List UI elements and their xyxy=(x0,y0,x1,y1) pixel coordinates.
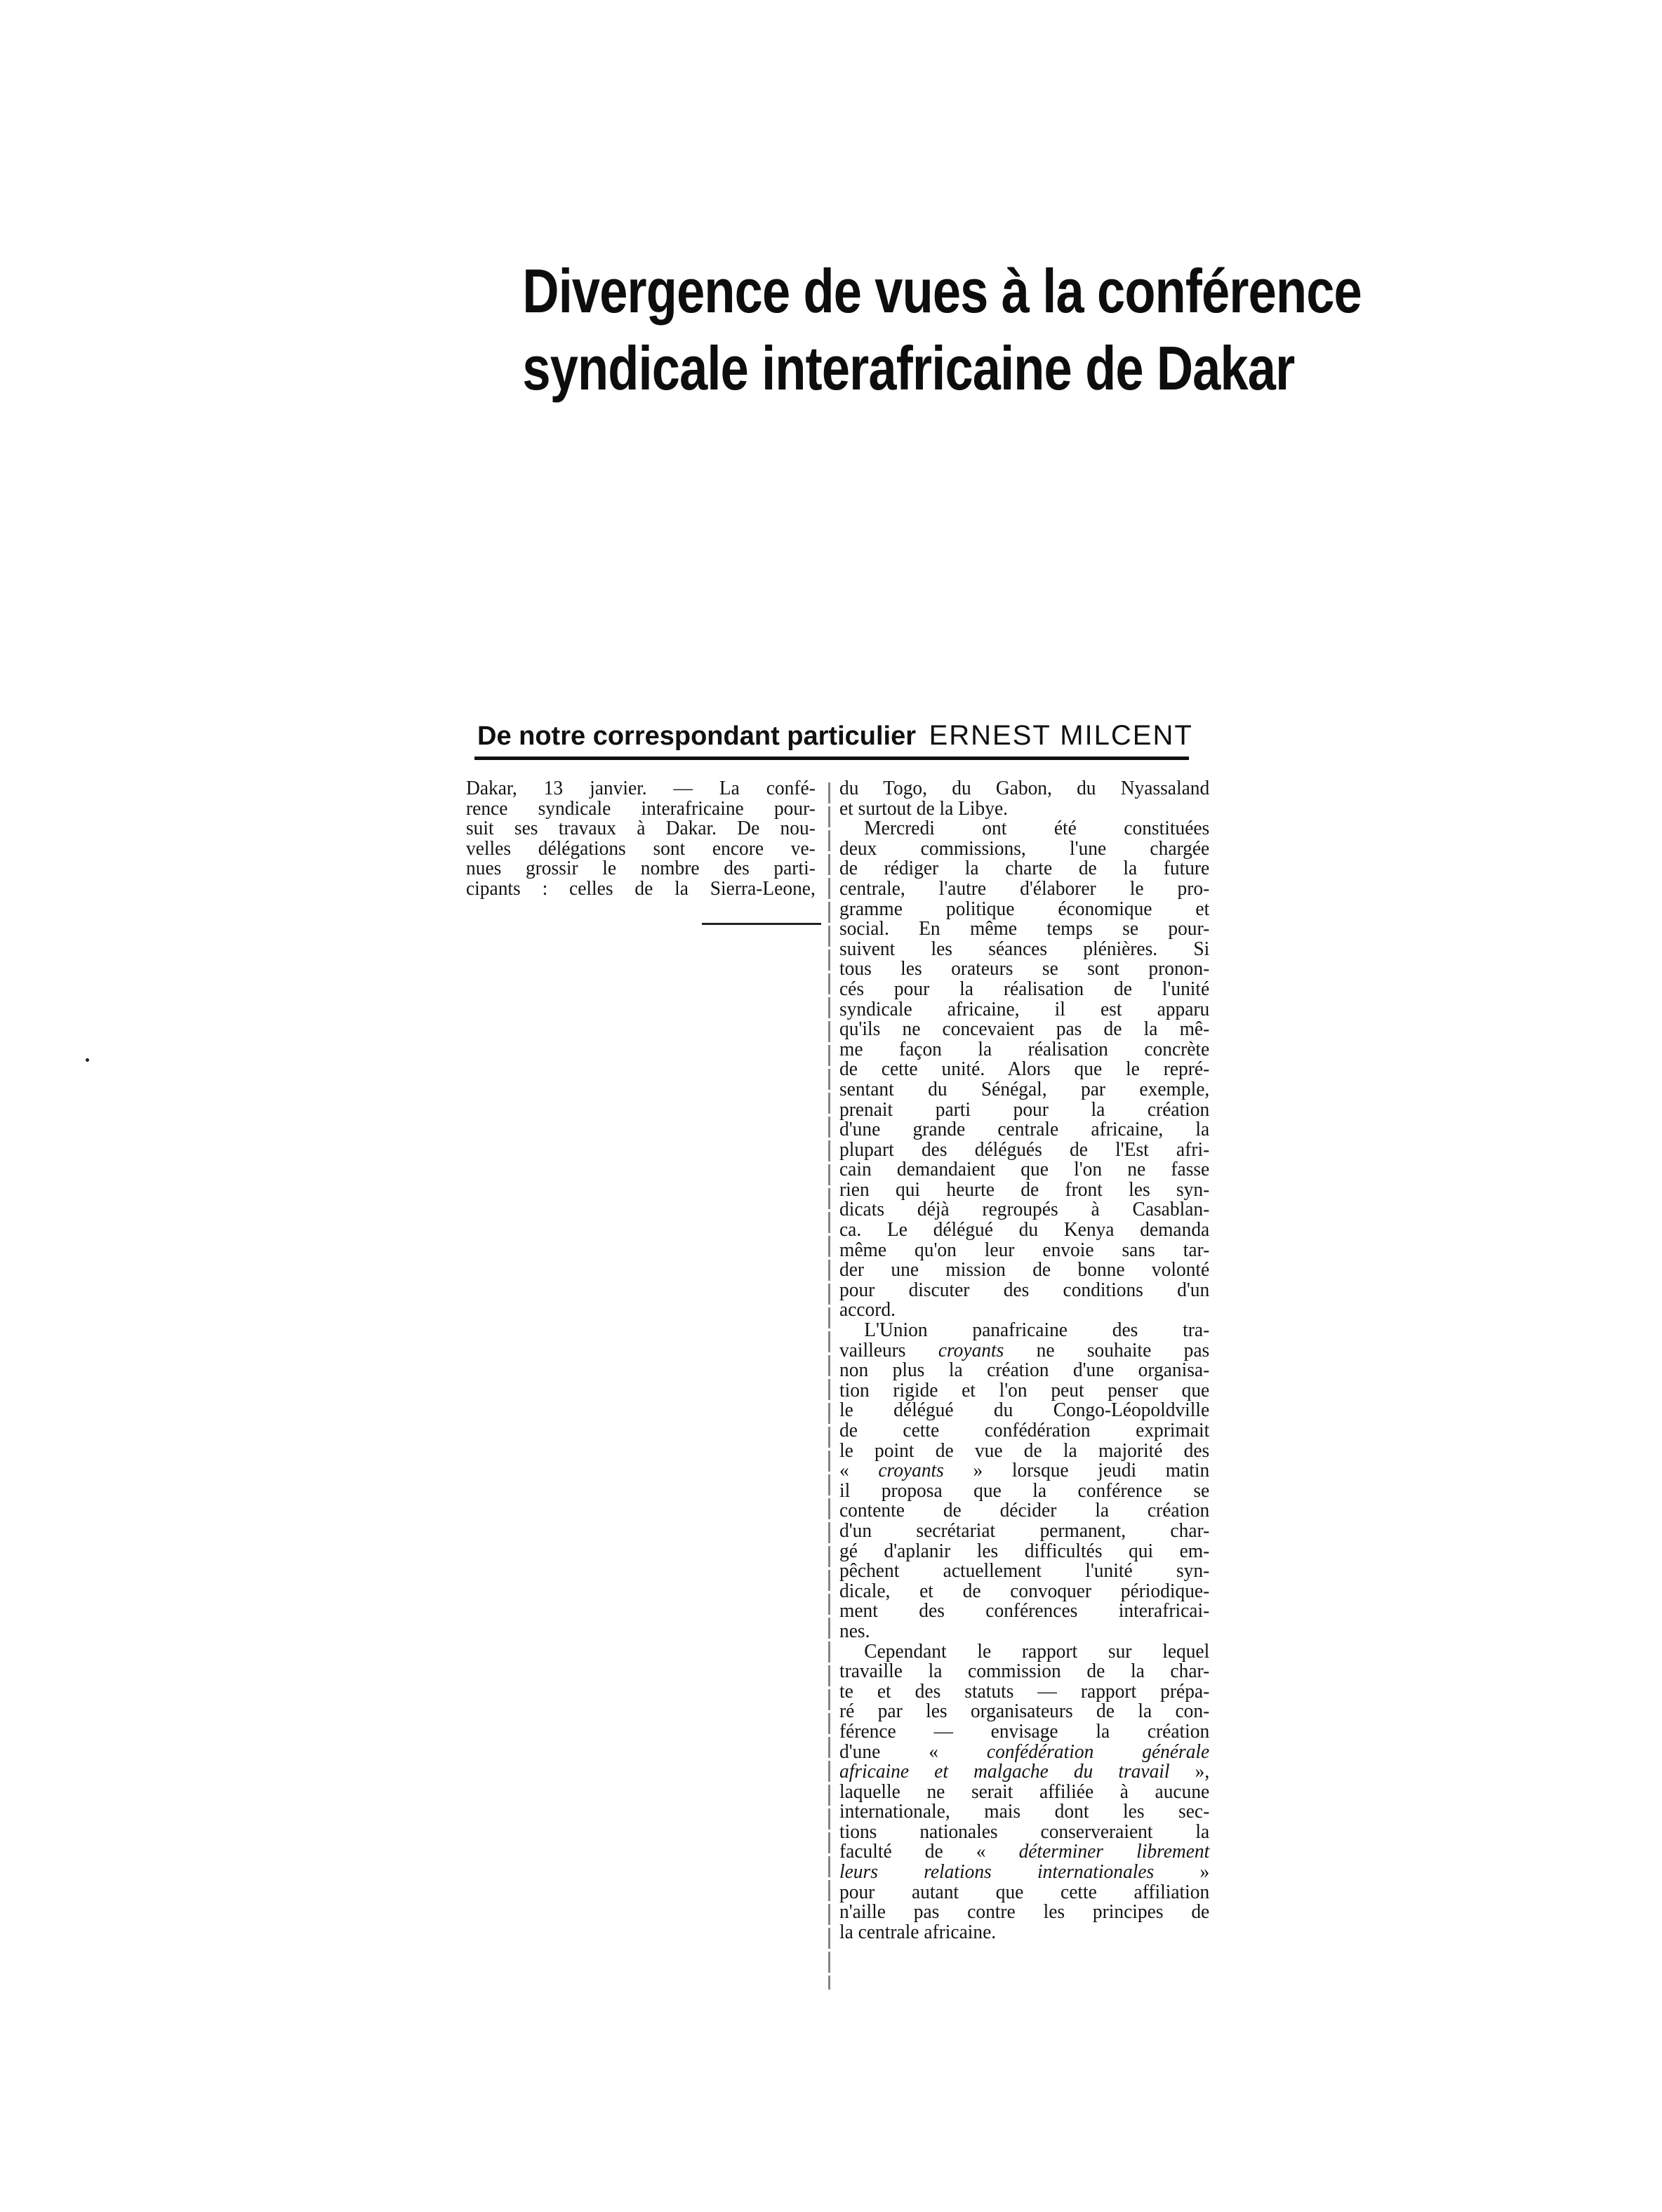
column-end-rule xyxy=(702,923,821,925)
text-line: cipants : celles de la Sierra-Leone, xyxy=(466,877,816,900)
text-line: du Togo, du Gabon, du Nyassaland xyxy=(839,778,1210,799)
text-line: suivent les séances plénières. Si xyxy=(839,938,1210,960)
text-line: pour discuter des conditions d'un xyxy=(839,1279,1210,1301)
column-separator xyxy=(828,782,830,1990)
text-line: le délégué du Congo-Léopoldville xyxy=(839,1399,1210,1422)
text-line: leurs relations internationales » xyxy=(839,1861,1210,1884)
text-line: non plus la création d'une organisa- xyxy=(839,1359,1210,1382)
text-line: rien qui heurte de front les syn- xyxy=(839,1178,1210,1201)
text-line: qu'ils ne concevaient pas de la mê- xyxy=(839,1018,1210,1041)
text-line: de cette confédération exprimait xyxy=(839,1420,1210,1441)
text-line: pour autant que cette affiliation xyxy=(839,1881,1210,1903)
text-line: « croyants » lorsque jeudi matin xyxy=(839,1460,1210,1482)
text-line: rence syndicale interafricaine pour- xyxy=(466,797,816,820)
text-line: accord. xyxy=(839,1299,896,1321)
text-line: contente de décider la création xyxy=(839,1500,1210,1522)
headline-line-1: Divergence de vues à la conférence xyxy=(522,256,1362,326)
text-line: prenait parti pour la création xyxy=(839,1098,1210,1121)
text-line: dicats déjà regroupés à Casablan- xyxy=(839,1199,1210,1221)
text-line: pêchent actuellement l'unité syn- xyxy=(839,1560,1210,1583)
byline-rule xyxy=(474,757,1189,760)
text-line: tous les orateurs se sont pronon- xyxy=(839,958,1210,980)
text-line: nues grossir le nombre des parti- xyxy=(466,858,816,880)
text-line: ca. Le délégué du Kenya demanda xyxy=(839,1219,1210,1241)
article-headline xyxy=(522,253,1362,407)
text-line: cés pour la réalisation de l'unité xyxy=(839,978,1210,1000)
text-line: gé d'aplanir les difficultés qui em- xyxy=(839,1540,1210,1562)
text-line: tions nationales conserveraient la xyxy=(839,1820,1210,1843)
text-line: même qu'on leur envoie sans tar- xyxy=(839,1239,1210,1261)
text-line: gramme politique économique et xyxy=(839,898,1210,920)
article-column-left xyxy=(466,779,823,900)
text-line: sentant du Sénégal, par exemple, xyxy=(839,1078,1210,1100)
text-line: faculté de « déterminer librement xyxy=(839,1841,1210,1863)
text-line: te et des statuts — rapport prépa- xyxy=(839,1680,1210,1703)
text-line: plupart des délégués de l'Est afri- xyxy=(839,1138,1210,1161)
scan-speck xyxy=(86,1058,89,1062)
left-paragraph xyxy=(466,779,823,900)
text-line: cain demandaient que l'on ne fasse xyxy=(839,1159,1210,1181)
right-paragraph-3 xyxy=(839,1321,1217,1642)
text-line: travaille la commission de la char- xyxy=(839,1660,1210,1683)
byline-prefix: De notre correspondant particulier xyxy=(477,721,917,751)
text-line: laquelle ne serait affiliée à aucune xyxy=(839,1780,1210,1803)
text-line: et surtout de la Libye. xyxy=(839,797,1009,820)
byline-author: ERNEST MILCENT xyxy=(929,720,1193,751)
right-paragraph-4 xyxy=(839,1642,1217,1943)
text-line: férence — envisage la création xyxy=(839,1720,1210,1743)
headline-line-2: syndicale interafricaine de Dakar xyxy=(522,333,1295,403)
text-line: dicale, et de convoquer périodique- xyxy=(839,1580,1210,1602)
text-line: Cependant le rapport sur lequel xyxy=(864,1640,1210,1663)
article-byline xyxy=(477,719,1193,753)
text-line: ré par les organisateurs de la con- xyxy=(839,1700,1210,1723)
article-column-right xyxy=(839,779,1217,1943)
text-line: suit ses travaux à Dakar. De nou- xyxy=(466,818,816,840)
text-line: n'aille pas contre les principes de xyxy=(839,1901,1210,1924)
text-line: d'un secrétariat permanent, char- xyxy=(839,1519,1210,1542)
text-line: de cette unité. Alors que le repré- xyxy=(839,1058,1210,1081)
text-line: de rédiger la charte de la future xyxy=(839,858,1210,880)
text-line: Mercredi ont été constituées xyxy=(864,818,1210,840)
text-line: der une mission de bonne volonté xyxy=(839,1259,1210,1281)
text-line: nes. xyxy=(839,1620,870,1642)
text-line: d'une grande centrale africaine, la xyxy=(839,1119,1210,1141)
text-line: centrale, l'autre d'élaborer le pro- xyxy=(839,877,1210,900)
text-line: me façon la réalisation concrète xyxy=(839,1038,1210,1060)
right-paragraph-2 xyxy=(839,819,1217,1321)
text-line: deux commissions, l'une chargée xyxy=(839,837,1210,860)
text-line: d'une « confédération générale xyxy=(839,1740,1210,1763)
text-line: social. En même temps se pour- xyxy=(839,918,1210,940)
right-paragraph-1 xyxy=(839,779,1217,819)
text-line: tion rigide et l'on peut penser que xyxy=(839,1379,1210,1401)
text-line: Dakar, 13 janvier. — La confé- xyxy=(466,778,816,799)
text-line: la centrale africaine. xyxy=(839,1921,997,1943)
text-line: le point de vue de la majorité des xyxy=(839,1439,1210,1462)
text-line: il proposa que la conférence se xyxy=(839,1479,1210,1502)
text-line: velles délégations sont encore ve- xyxy=(466,837,816,860)
text-line: ment des conférences interafricai- xyxy=(839,1600,1210,1623)
text-line: internationale, mais dont les sec- xyxy=(839,1801,1210,1823)
text-line: L'Union panafricaine des tra- xyxy=(864,1319,1210,1342)
text-line: africaine et malgache du travail », xyxy=(839,1761,1210,1783)
text-line: vailleurs croyants ne souhaite pas xyxy=(839,1339,1210,1361)
text-line: syndicale africaine, il est apparu xyxy=(839,998,1210,1020)
